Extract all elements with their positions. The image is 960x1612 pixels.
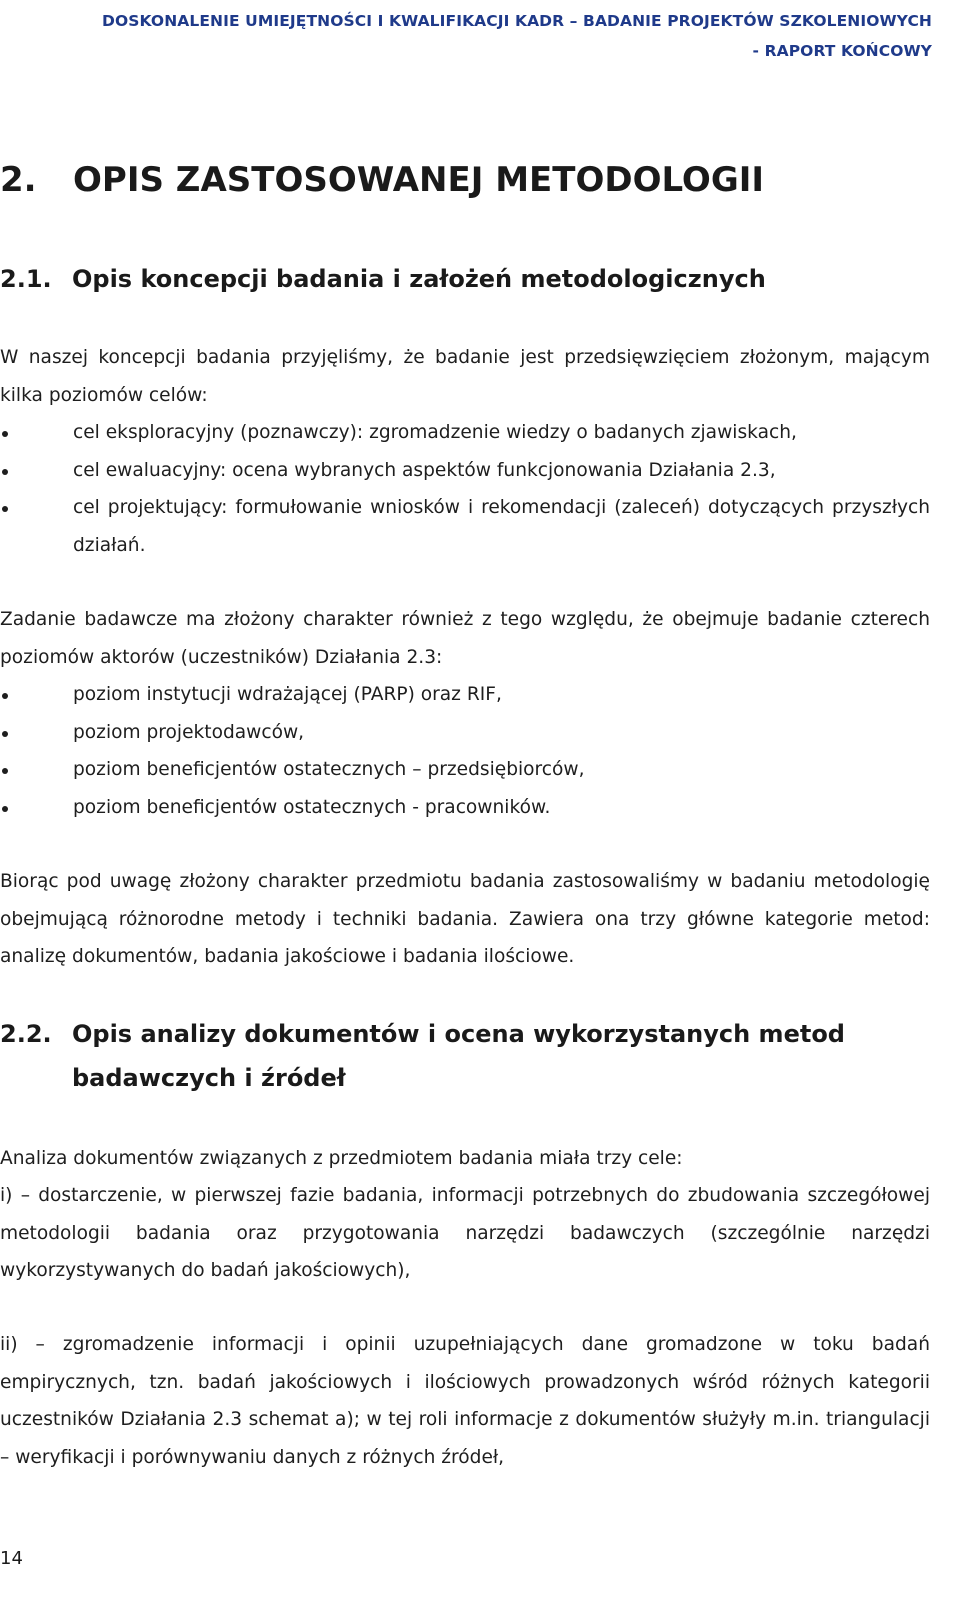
section-2-2-title: Opis analizy dokumentów i ocena wykorzystanych metod badawczych i źródeł: [72, 1020, 845, 1092]
task-intro-paragraph: Zadanie badawcze ma złożony charakter również z tego względu, że obejmuje badanie czterech poziomów aktorów (uczestników) Działania 2.3:: [0, 609, 930, 668]
list-item: poziom beneficjentów ostatecznych - pracowników.: [0, 789, 930, 827]
list-item: cel ewaluacyjny: ocena wybranych aspektów funkcjonowania Działania 2.3,: [0, 452, 930, 490]
running-header-line-1: DOSKONALENIE UMIEJĘTNOŚCI I KWALIFIKACJI KADR – BADANIE PROJEKTÓW SZKOLENIOWYCH: [102, 12, 932, 30]
goals-list: [0, 414, 930, 564]
section-2-1-title: Opis koncepcji badania i założeń metodologicznych: [72, 265, 766, 293]
bullet-icon: [2, 506, 8, 512]
bullet-icon: [2, 768, 8, 774]
bullet-icon: [2, 693, 8, 699]
section-2-2-number: 2.2.: [0, 1020, 52, 1048]
section-2-1-number: 2.1.: [0, 265, 52, 293]
section-2-number: 2.: [0, 160, 37, 200]
section-2-1-intro: W naszej koncepcji badania przyjęliśmy, że badanie jest przedsięwzięciem złożonym, mającym kilka poziomów celów:: [0, 347, 930, 406]
page-number: 14: [0, 1548, 23, 1569]
list-item: cel eksploracyjny (poznawczy): zgromadzenie wiedzy o badanych zjawiskach,: [0, 414, 930, 452]
levels-list: [0, 676, 930, 826]
methodology-summary-paragraph: Biorąc pod uwagę złożony charakter przedmiotu badania zastosowaliśmy w badaniu metodologię obejmującą różnorodne metody i techniki badania. Zawiera ona trzy główne kategorie metod: analizę dokumentów, badania jakościowe i badania ilościowe.: [0, 871, 930, 967]
list-item: poziom instytucji wdrażającej (PARP) oraz RIF,: [0, 676, 930, 714]
list-item: poziom beneficjentów ostatecznych – przedsiębiorców,: [0, 751, 930, 789]
list-item: cel projektujący: formułowanie wniosków i rekomendacji (zaleceń) dotyczących przyszłych działań.: [0, 489, 930, 564]
list-item: poziom projektodawców,: [0, 714, 930, 752]
running-header: [0, 6, 932, 66]
section-2-title: OPIS ZASTOSOWANEJ METODOLOGII: [73, 160, 765, 200]
bullet-icon: [2, 731, 8, 737]
bullet-icon: [2, 806, 8, 812]
bullet-icon: [2, 431, 8, 437]
document-analysis-intro: Analiza dokumentów związanych z przedmiotem badania miała trzy cele:: [0, 1148, 683, 1169]
document-analysis-point-1: i) – dostarczenie, w pierwszej fazie badania, informacji potrzebnych do zbudowania szczegółowej metodologii badania oraz przygotowania narzędzi badawczych (szczególnie narzędzi wykorzystywanych do badań jakościowych),: [0, 1185, 930, 1281]
bullet-icon: [2, 469, 8, 475]
document-analysis-point-2: ii) – zgromadzenie informacji i opinii uzupełniających dane gromadzone w toku badań empirycznych, tzn. badań jakościowych i ilościowych prowadzonych wśród różnych kategorii uczestników Działania 2.3 schemat a); w tej roli informacje z dokumentów służyły m.in. triangulacji – weryfikacji i porównywaniu danych z różnych źródeł,: [0, 1334, 930, 1468]
running-header-line-2: - RAPORT KOŃCOWY: [752, 42, 932, 60]
